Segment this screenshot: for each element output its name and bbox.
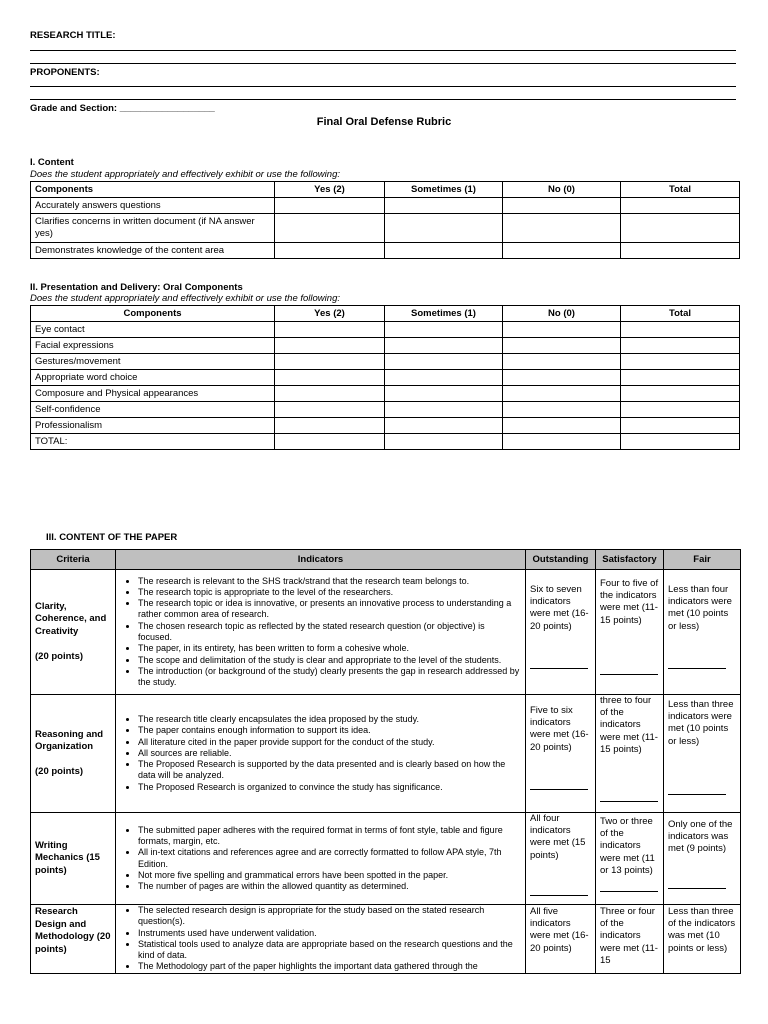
score-cell-yes[interactable]: [275, 243, 385, 259]
score-cell-no[interactable]: [503, 214, 621, 243]
indicator-list: [120, 905, 521, 973]
total-label: TOTAL:: [31, 434, 275, 450]
signature-line[interactable]: [530, 895, 588, 896]
score-cell-total[interactable]: [621, 386, 740, 402]
score-cell-total[interactable]: [621, 198, 740, 214]
component-label: Composure and Physical appearances: [31, 386, 275, 402]
score-cell-total[interactable]: [621, 354, 740, 370]
form-title: Final Oral Defense Rubric: [316, 116, 452, 128]
indicators-cell: [116, 905, 526, 974]
score-cell-total[interactable]: [621, 434, 740, 450]
table-row: [31, 905, 741, 974]
table-row: [31, 322, 740, 338]
column-header: Indicators: [116, 550, 526, 570]
section3-heading: III. CONTENT OF THE PAPER: [46, 532, 178, 543]
table-row-total: [31, 434, 740, 450]
rating-fair-text: Less than three indicators were met (10 points or less): [668, 699, 734, 747]
score-cell-sometimes[interactable]: [385, 322, 503, 338]
list-item: • The scope and delimitation of the study is clear and appropriate to the level of the students.: [138, 655, 521, 666]
table-row: [31, 198, 740, 214]
list-item: • The research topic is appropriate to the level of the researchers.: [138, 587, 521, 598]
research-title-line-2[interactable]: [30, 63, 736, 64]
list-item: • The chosen research topic as reflected by the stated research question (or objective) is focused.: [138, 621, 521, 644]
rating-satisfactory-cell[interactable]: [596, 570, 664, 695]
section1-subheading: Does the student appropriately and effectively exhibit or use the following:: [30, 169, 340, 180]
score-cell-sometimes[interactable]: [385, 338, 503, 354]
presentation-table: [30, 305, 740, 450]
rating-satisfactory-text: Four to five of the indicators were met (11-15 points): [600, 578, 659, 626]
table-header-row: [31, 550, 741, 570]
score-cell-total[interactable]: [621, 243, 740, 259]
column-header: Total: [621, 182, 740, 198]
criteria-cell: [31, 905, 116, 974]
rating-outstanding-cell[interactable]: [526, 695, 596, 813]
table-header-row: [31, 306, 740, 322]
rating-fair-text: Less than four indicators were met (10 points or less): [668, 584, 732, 632]
column-header: Components: [31, 182, 275, 198]
score-cell-sometimes[interactable]: [385, 434, 503, 450]
criteria-cell: [31, 695, 116, 813]
score-cell-total[interactable]: [621, 402, 740, 418]
score-cell-yes[interactable]: [275, 198, 385, 214]
column-header: Satisfactory: [596, 550, 664, 570]
list-item: • All in-text citations and references agree and are correctly formatted to follow APA style, 7th Edition.: [138, 847, 521, 870]
score-cell-yes[interactable]: [275, 370, 385, 386]
criteria-cell: [31, 813, 116, 905]
signature-line[interactable]: [600, 674, 658, 675]
table-row: [31, 354, 740, 370]
list-item: • The paper contains enough information to support its idea.: [138, 725, 521, 736]
column-header: Sometimes (1): [385, 306, 503, 322]
list-item: • Not more five spelling and grammatical errors have been spotted in the paper.: [138, 870, 521, 881]
column-header: Yes (2): [275, 306, 385, 322]
criteria-points: (20 points): [35, 650, 84, 662]
rating-fair-cell[interactable]: [664, 570, 741, 695]
rating-satisfactory-cell[interactable]: [596, 813, 664, 905]
score-cell-sometimes[interactable]: [385, 198, 503, 214]
criteria-name: Clarity, Coherence, and Creativity: [35, 600, 107, 637]
paper-content-table: [30, 549, 741, 974]
table-row: [31, 402, 740, 418]
list-item: • The research is relevant to the SHS track/strand that the research team belongs to.: [138, 576, 521, 587]
rating-satisfactory-text: Two or three of the indicators were met (11 or 13 points): [600, 816, 655, 876]
indicator-list: [120, 576, 521, 689]
component-label: Demonstrates knowledge of the content area: [31, 243, 275, 259]
score-cell-no[interactable]: [503, 434, 621, 450]
rating-fair-text: Less than three of the indicators was met (10 points or less): [668, 906, 736, 954]
signature-line[interactable]: [530, 789, 588, 790]
column-header: Criteria: [31, 550, 116, 570]
research-title-line-1[interactable]: [30, 50, 736, 51]
rating-fair-text: Only one of the indicators was met (9 points): [668, 819, 733, 855]
column-header: Fair: [664, 550, 741, 570]
score-cell-no[interactable]: [503, 402, 621, 418]
rating-outstanding-text: Six to seven indicators were met (16-20 points): [530, 584, 589, 632]
signature-line[interactable]: [530, 668, 588, 669]
signature-line[interactable]: [668, 794, 726, 795]
component-label: Professionalism: [31, 418, 275, 434]
criteria-name: Writing Mechanics (15 points): [35, 839, 100, 876]
rating-outstanding-cell[interactable]: [526, 813, 596, 905]
table-row: [31, 386, 740, 402]
score-cell-total[interactable]: [621, 214, 740, 243]
component-label: Facial expressions: [31, 338, 275, 354]
signature-line[interactable]: [668, 888, 726, 889]
list-item: • The Methodology part of the paper highlights the important data gathered through the: [138, 961, 521, 972]
table-row: [31, 214, 740, 243]
list-item: • All sources are reliable.: [138, 748, 521, 759]
score-cell-yes[interactable]: [275, 418, 385, 434]
list-item: • The selected research design is appropriate for the study based on the stated research question(s).: [138, 905, 521, 928]
score-cell-sometimes[interactable]: [385, 354, 503, 370]
table-row: [31, 370, 740, 386]
table-row: [31, 418, 740, 434]
list-item: • Statistical tools used to analyze data are appropriate based on the research questions and the kind of data.: [138, 939, 521, 962]
indicator-list: [120, 825, 521, 893]
table-header-row: [31, 182, 740, 198]
list-item: • The Proposed Research is organized to convince the study has significance.: [138, 782, 521, 793]
rating-outstanding-text: Five to six indicators were met (16-20 points): [530, 705, 589, 753]
signature-line[interactable]: [600, 891, 658, 892]
component-label: Clarifies concerns in written document (if NA answer yes): [31, 214, 275, 243]
indicators-cell: [116, 813, 526, 905]
signature-line[interactable]: [600, 801, 658, 802]
rating-fair-cell[interactable]: [664, 813, 741, 905]
list-item: • The number of pages are within the allowed quantity as determined.: [138, 881, 521, 892]
proponents-line-1[interactable]: [30, 86, 736, 87]
component-label: Accurately answers questions: [31, 198, 275, 214]
component-label: Self-confidence: [31, 402, 275, 418]
score-cell-sometimes[interactable]: [385, 418, 503, 434]
score-cell-total[interactable]: [621, 322, 740, 338]
list-item: • The submitted paper adheres with the required format in terms of font style, table and figure formats, margin, etc.: [138, 825, 521, 848]
score-cell-no[interactable]: [503, 418, 621, 434]
section1-heading: I. Content: [30, 157, 74, 168]
score-cell-yes[interactable]: [275, 322, 385, 338]
score-cell-total[interactable]: [621, 370, 740, 386]
rating-satisfactory-cell[interactable]: [596, 695, 664, 813]
list-item: • The research topic or idea is innovative, or presents an innovative process to understanding a rather common area of research.: [138, 598, 521, 621]
column-header: No (0): [503, 306, 621, 322]
rating-outstanding-cell[interactable]: [526, 570, 596, 695]
research-title-label: RESEARCH TITLE:: [30, 30, 116, 41]
list-item: • The paper, in its entirety, has been written to form a cohesive whole.: [138, 643, 521, 654]
table-row: [31, 813, 741, 905]
signature-line[interactable]: [668, 668, 726, 669]
score-cell-total[interactable]: [621, 418, 740, 434]
section2-heading: II. Presentation and Delivery: Oral Components: [30, 282, 243, 293]
section2-subheading: Does the student appropriately and effectively exhibit or use the following:: [30, 293, 340, 304]
score-cell-yes[interactable]: [275, 354, 385, 370]
score-cell-no[interactable]: [503, 243, 621, 259]
rating-fair-cell[interactable]: [664, 695, 741, 813]
rating-outstanding-text: All five indicators were met (16-20 points): [530, 906, 589, 954]
component-label: Appropriate word choice: [31, 370, 275, 386]
score-cell-sometimes[interactable]: [385, 243, 503, 259]
column-header: Yes (2): [275, 182, 385, 198]
score-cell-no[interactable]: [503, 338, 621, 354]
indicator-list: [120, 714, 521, 793]
score-cell-total[interactable]: [621, 338, 740, 354]
rating-outstanding-text: All four indicators were met (15 points): [530, 813, 586, 861]
column-header: Components: [31, 306, 275, 322]
score-cell-yes[interactable]: [275, 386, 385, 402]
score-cell-sometimes[interactable]: [385, 370, 503, 386]
score-cell-no[interactable]: [503, 322, 621, 338]
rating-satisfactory-text: Three or four of the indicators were met (11-15: [600, 906, 658, 966]
rating-satisfactory-text: three to four of the indicators were met (11-15 points): [600, 695, 658, 755]
column-header: Sometimes (1): [385, 182, 503, 198]
score-cell-yes[interactable]: [275, 434, 385, 450]
column-header: No (0): [503, 182, 621, 198]
score-cell-sometimes[interactable]: [385, 214, 503, 243]
table-row: [31, 695, 741, 813]
criteria-name: Reasoning and Organization: [35, 728, 104, 752]
score-cell-yes[interactable]: [275, 402, 385, 418]
component-label: Gestures/movement: [31, 354, 275, 370]
score-cell-sometimes[interactable]: [385, 402, 503, 418]
score-cell-sometimes[interactable]: [385, 386, 503, 402]
score-cell-no[interactable]: [503, 370, 621, 386]
content-table: [30, 181, 740, 259]
rating-satisfactory-cell[interactable]: [596, 905, 664, 974]
rating-outstanding-cell[interactable]: [526, 905, 596, 974]
score-cell-yes[interactable]: [275, 214, 385, 243]
criteria-points: (20 points): [35, 766, 84, 777]
score-cell-no[interactable]: [503, 354, 621, 370]
proponents-line-2[interactable]: [30, 99, 736, 100]
list-item: • The research title clearly encapsulates the idea proposed by the study.: [138, 714, 521, 725]
criteria-name: Research Design and Methodology (20 points): [35, 906, 111, 955]
rating-fair-cell[interactable]: [664, 905, 741, 974]
criteria-cell: [31, 570, 116, 695]
table-row: [31, 243, 740, 259]
column-header: Outstanding: [526, 550, 596, 570]
component-label: Eye contact: [31, 322, 275, 338]
list-item: • All literature cited in the paper provide support for the conduct of the study.: [138, 737, 521, 748]
list-item: • The introduction (or background of the study) clearly presents the gap in research addressed by the study.: [138, 666, 521, 689]
proponents-label: PROPONENTS:: [30, 67, 100, 78]
score-cell-no[interactable]: [503, 386, 621, 402]
grade-section-label: Grade and Section: __________________: [30, 103, 215, 114]
indicators-cell: [116, 695, 526, 813]
table-row: [31, 570, 741, 695]
indicators-cell: [116, 570, 526, 695]
score-cell-yes[interactable]: [275, 338, 385, 354]
score-cell-no[interactable]: [503, 198, 621, 214]
column-header: Total: [621, 306, 740, 322]
table-row: [31, 338, 740, 354]
list-item: • The Proposed Research is supported by the data presented and is clearly based on how the data will be analyzed.: [138, 759, 521, 782]
list-item: • Instruments used have underwent validation.: [138, 928, 521, 939]
